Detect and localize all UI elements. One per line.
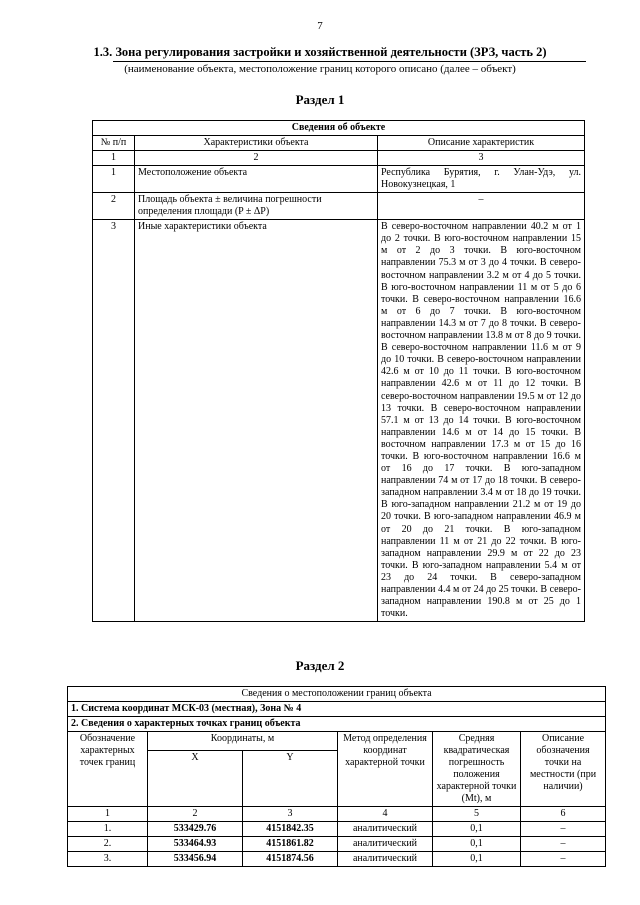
point-id: 3. bbox=[68, 852, 148, 867]
row-num: 2 bbox=[93, 193, 135, 220]
boundary-table-title: Сведения о местоположении границ объекта bbox=[68, 687, 606, 702]
header-coordinates: Координаты, м bbox=[148, 732, 338, 751]
object-info-table bbox=[92, 120, 585, 622]
col-number: 4 bbox=[338, 807, 433, 822]
col-number: 6 bbox=[521, 807, 606, 822]
col-number: 2 bbox=[148, 807, 243, 822]
col-number: 5 bbox=[433, 807, 521, 822]
header-characteristics: Характеристики объекта bbox=[135, 136, 378, 151]
header-point-description: Описание обозначения точки на местности (при наличии) bbox=[521, 732, 606, 807]
header-accuracy: Средняя квадратическая погрешность положения характерной точки (Mt), м bbox=[433, 732, 521, 807]
section2-title: Раздел 2 bbox=[295, 658, 345, 673]
point-x: 533429.76 bbox=[148, 822, 243, 837]
col-number: 1 bbox=[93, 151, 135, 166]
point-desc: – bbox=[521, 822, 606, 837]
point-x: 533456.94 bbox=[148, 852, 243, 867]
table-row bbox=[93, 193, 585, 220]
point-y: 4151874.56 bbox=[243, 852, 338, 867]
header-x: X bbox=[148, 751, 243, 807]
table-row bbox=[93, 220, 585, 622]
point-method: аналитический bbox=[338, 822, 433, 837]
point-mt: 0,1 bbox=[433, 822, 521, 837]
col-number: 2 bbox=[135, 151, 378, 166]
header-y: Y bbox=[243, 751, 338, 807]
point-y: 4151842.35 bbox=[243, 822, 338, 837]
point-method: аналитический bbox=[338, 852, 433, 867]
row-name: Площадь объекта ± величина погрешности определения площади (P ± ΔP) bbox=[135, 193, 378, 220]
section1-title: Раздел 1 bbox=[295, 92, 345, 107]
points-info-line: 2. Сведения о характерных точках границ объекта bbox=[68, 717, 606, 732]
col-number: 3 bbox=[378, 151, 585, 166]
header-num: № п/п bbox=[93, 136, 135, 151]
row-desc: В северо-восточном направлении 40.2 м от 1 до 2 точки. В юго-восточном направлении 15 м от 2 до 3 точки. В юго-восточном направлении 75.3 м от 3 до 4 точки. В северо-восточном направлении 3.2 м от 4 до 5 точки. В юго-восточном направлении 11 м от 5 до 6 точки. В северо-восточном направлении 16.6 м от 6 до 7 точки. В юго-восточном направлении 14.3 м от 7 до 8 точки. В северо-восточном направлении 13.8 м от 8 до 9 точки. В северо-восточном направлении 11.6 м от 9 до 10 точки. В северо-восточном направлении 42.6 м от 10 до 11 точки. В юго-восточном направлении 42.6 м от 11 до 12 точки. В северо-восточном направлении 19.5 м от 12 до 13 точки. В северо-восточном направлении 57.1 м от 13 до 14 точки. В юго-восточном направлении 14.6 м от 14 до 15 точки. В восточном направлении 17.3 м от 15 до 16 точки. В юго-восточном направлении 16.6 м от 16 до 17 точки. В юго-западном направлении 74 м от 17 до 18 точки. В северо-западном направлении 3.4 м от 18 до 19 точки. В юго-западном направлении 21.2 м от 19 до 20 точки. В юго-западном направлении 46.9 м от 20 до 21 точки. В юго-западном направлении 11 м от 21 до 22 точки. В юго-западном направлении 29.9 м от 22 до 23 точки. В юго-западном направлении 5.4 м от 23 до 24 точки. В северо-западном направлении 4.4 м от 24 до 25 точки. В северо-западном направлении 190.8 м от 25 до 1 точки. bbox=[378, 220, 585, 622]
title-underline bbox=[113, 61, 586, 62]
point-mt: 0,1 bbox=[433, 852, 521, 867]
table-row bbox=[93, 166, 585, 193]
point-desc: – bbox=[521, 852, 606, 867]
table-row bbox=[68, 852, 606, 867]
header-method: Метод определения координат характерной точки bbox=[338, 732, 433, 807]
row-desc: – bbox=[378, 193, 585, 220]
point-method: аналитический bbox=[338, 837, 433, 852]
row-desc: Республика Бурятия, г. Улан-Удэ, ул. Новокузнецкая, 1 bbox=[378, 166, 585, 193]
point-id: 2. bbox=[68, 837, 148, 852]
header-designation: Обозначение характерных точек границ bbox=[68, 732, 148, 807]
row-num: 1 bbox=[93, 166, 135, 193]
zone-title: 1.3. Зона регулирования застройки и хозяйственной деятельности (ЗРЗ, часть 2) bbox=[93, 45, 547, 59]
boundary-points-table bbox=[67, 686, 606, 867]
header-description: Описание характеристик bbox=[378, 136, 585, 151]
point-x: 533464.93 bbox=[148, 837, 243, 852]
point-y: 4151861.82 bbox=[243, 837, 338, 852]
object-info-table-title: Сведения об объекте bbox=[93, 121, 585, 136]
table-row bbox=[68, 822, 606, 837]
point-id: 1. bbox=[68, 822, 148, 837]
row-num: 3 bbox=[93, 220, 135, 622]
point-mt: 0,1 bbox=[433, 837, 521, 852]
zone-subtitle: (наименование объекта, местоположение границ которого описано (далее – объект) bbox=[124, 63, 516, 75]
point-desc: – bbox=[521, 837, 606, 852]
col-number: 1 bbox=[68, 807, 148, 822]
row-name: Местоположение объекта bbox=[135, 166, 378, 193]
coordinate-system-line: 1. Система координат МСК-03 (местная), Зона № 4 bbox=[68, 702, 606, 717]
table-row bbox=[68, 837, 606, 852]
row-name: Иные характеристики объекта bbox=[135, 220, 378, 622]
page-number: 7 bbox=[317, 20, 323, 32]
col-number: 3 bbox=[243, 807, 338, 822]
